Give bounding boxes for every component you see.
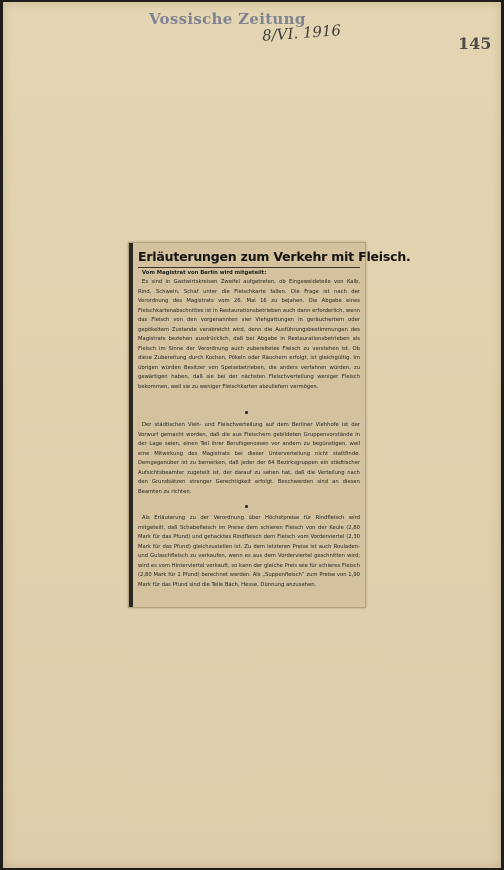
article-byline: Vom Magistrat von Berlin wird mitgeteilt: <box>142 270 267 276</box>
section-separator-dot <box>245 411 248 414</box>
article-paragraph-3: Als Erläuterung zu der Verordnung über Höchstpreise für Rindfleisch wird mitgeteilt, daß Schabefleisch im Preise dem schieren Fleisch von der Keule (2,80 Mark für das Pfund) und gehacktes Rindfleisch dem Fleisch vom Vorderviertel (2,30 Mark für das Pfund) gleichzustellen ist. Zu dem letzteren Preise ist auch Rouladen- und Gulaschfleisch zu verkaufen, wenn es aus dem Vorderviertel geschnitten wird; wird es vom Hinterviertel verkauft, so kann der gleiche Preis wie für schieres Fleisch (2,80 Mark für 1 Pfund) berechnet werden. Als „Suppenfleisch“ zum Preise von 1,90 Mark für das Pfund sind die Teile Bäch, Hesse, Dünnung anzusehen. <box>138 515 360 588</box>
archive-sheet <box>3 2 501 868</box>
article-paragraph-1: Es sind in Gastwirtskreisen Zweifel aufgetreten, ob Eingeweideteile von Kalb, Rind, Schwein, Schaf unter die Fleischkarte fallen. Die Frage ist nach der Verordnung des Magistrats vom 26. Mai 16 zu bejahen. Die Abgabe eines Fleischkartenabschnittes ist in Restaurationsbetrieben auch dann erforderlich, wenn das Fleisch von den vorgenannten vier Viehgattungen in geräuchertem oder gepökeltem Zustande verabreicht wird, denn die Ausführungsbestimmungen des Magistrats beziehen ausdrücklich, daß bei Abgabe in Restaurationsbetrieben als Fleisch im Sinne der Verordnung auch zubereitetes Fleisch zu verstehen ist. Ob diese Zubereitung durch Kochen, Pökeln oder Räuchern erfolgt, ist gleichgültig. Im übrigen würden Besitzer von Speisebetrieben, die anders verfahren würden, zu gewärtigen haben, daß sie bei der nächsten Fleischverteilung weniger Fleisch bekommen, weil sie zu weniger Fleischkarten abzuliefern vermögen. <box>138 279 360 390</box>
article-headline: Erläuterungen zum Verkehr mit Fleisch. <box>138 249 411 264</box>
clipping-shadow-edge <box>129 243 133 607</box>
section-separator-dot <box>245 505 248 508</box>
handwritten-date: 8/VI. 1916 <box>261 21 342 45</box>
newspaper-clipping <box>128 242 411 608</box>
article-paragraph-2: Der städtischen Vieh- und Fleischverteilung auf dem Berliner Viehhofe ist der Vorwurf gemacht worden, daß die aus Fleischern gebildeten Gruppenvorstände in der Lage seien, einen Teil ihrer Berufsgenossen vor andern zu begünstigen, weil eine Mitwirkung des Magistrats bei dieser Unterverteilung nicht stattfinde. Demgegenüber ist zu bemerken, daß jeder der 64 Bezirksgruppen ein städtischer Aufsichtsbeamter zugeteilt ist, der darauf zu sehen hat, daß die Verteilung nach den Grundsätzen strenger Gerechtigkeit erfolgt. Beschwerden sind an diesen Beamten zu richten. <box>138 422 360 495</box>
headline-rule <box>138 267 360 268</box>
page-number: 145 <box>458 34 492 53</box>
newspaper-stamp: Vossische Zeitung <box>149 10 306 28</box>
